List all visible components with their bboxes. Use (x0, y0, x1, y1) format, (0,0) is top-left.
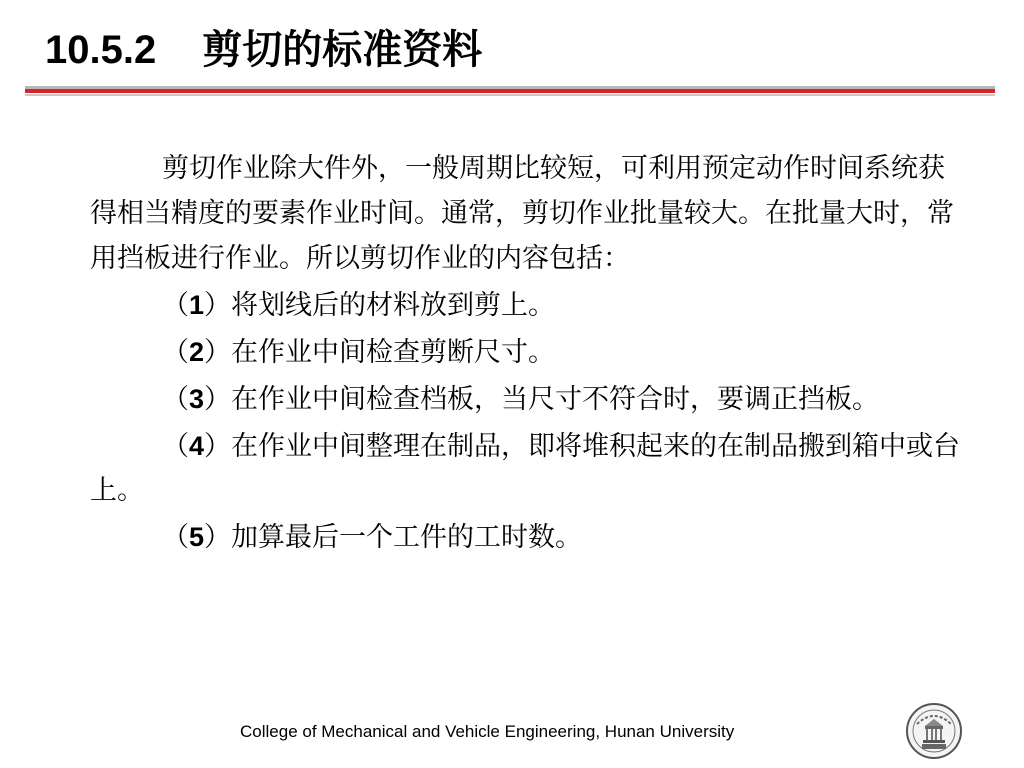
list-number: 3 (189, 384, 205, 414)
section-number: 10.5.2 (45, 28, 157, 72)
footer-institution: College of Mechanical and Vehicle Engineering, Hunan University (240, 722, 735, 741)
list-item-text: 在作业中间整理在制品，即将堆积起来的在制品搬到箱中或台上。 (90, 431, 961, 506)
list-open-paren: （ (162, 384, 189, 415)
list-number: 5 (189, 522, 205, 552)
university-seal-icon (905, 702, 963, 760)
list-number: 4 (189, 431, 205, 461)
list-close-paren: ） (204, 431, 232, 462)
intro-paragraph: 剪切作业除大件外，一般周期比较短，可利用预定动作时间系统获得相当精度的要素作业时间。通常，剪切作业批量较大。在批量大时，常用挡板进行作业。所以剪切作业的内容包括： (90, 153, 954, 274)
list-close-paren: ） (204, 384, 232, 415)
list-number: 2 (189, 337, 205, 367)
list-open-paren: （ (162, 431, 189, 462)
list-number: 1 (189, 290, 205, 320)
list-item (90, 330, 970, 375)
slide-content (90, 146, 970, 560)
list-close-paren: ） (204, 290, 232, 321)
list-close-paren: ） (204, 337, 232, 368)
list-item (90, 377, 970, 422)
list-open-paren: （ (162, 337, 189, 368)
slide-title (45, 20, 482, 80)
list-item (90, 424, 970, 513)
list-item-text: 在作业中间检查档板，当尺寸不符合时，要调正挡板。 (231, 384, 880, 415)
list-item-text: 加算最后一个工件的工时数。 (231, 522, 583, 553)
section-title-text: 剪切的标准资料 (202, 27, 483, 73)
list-item-text: 在作业中间检查剪断尺寸。 (231, 337, 556, 368)
list-open-paren: （ (162, 290, 189, 321)
title-divider-red (25, 89, 995, 93)
list-item-text: 将划线后的材料放到剪上。 (231, 290, 556, 321)
list-item (90, 283, 970, 328)
title-divider-gray-lower (25, 94, 995, 96)
list-item (90, 515, 970, 560)
list-open-paren: （ (162, 522, 189, 553)
list-close-paren: ） (204, 522, 232, 553)
